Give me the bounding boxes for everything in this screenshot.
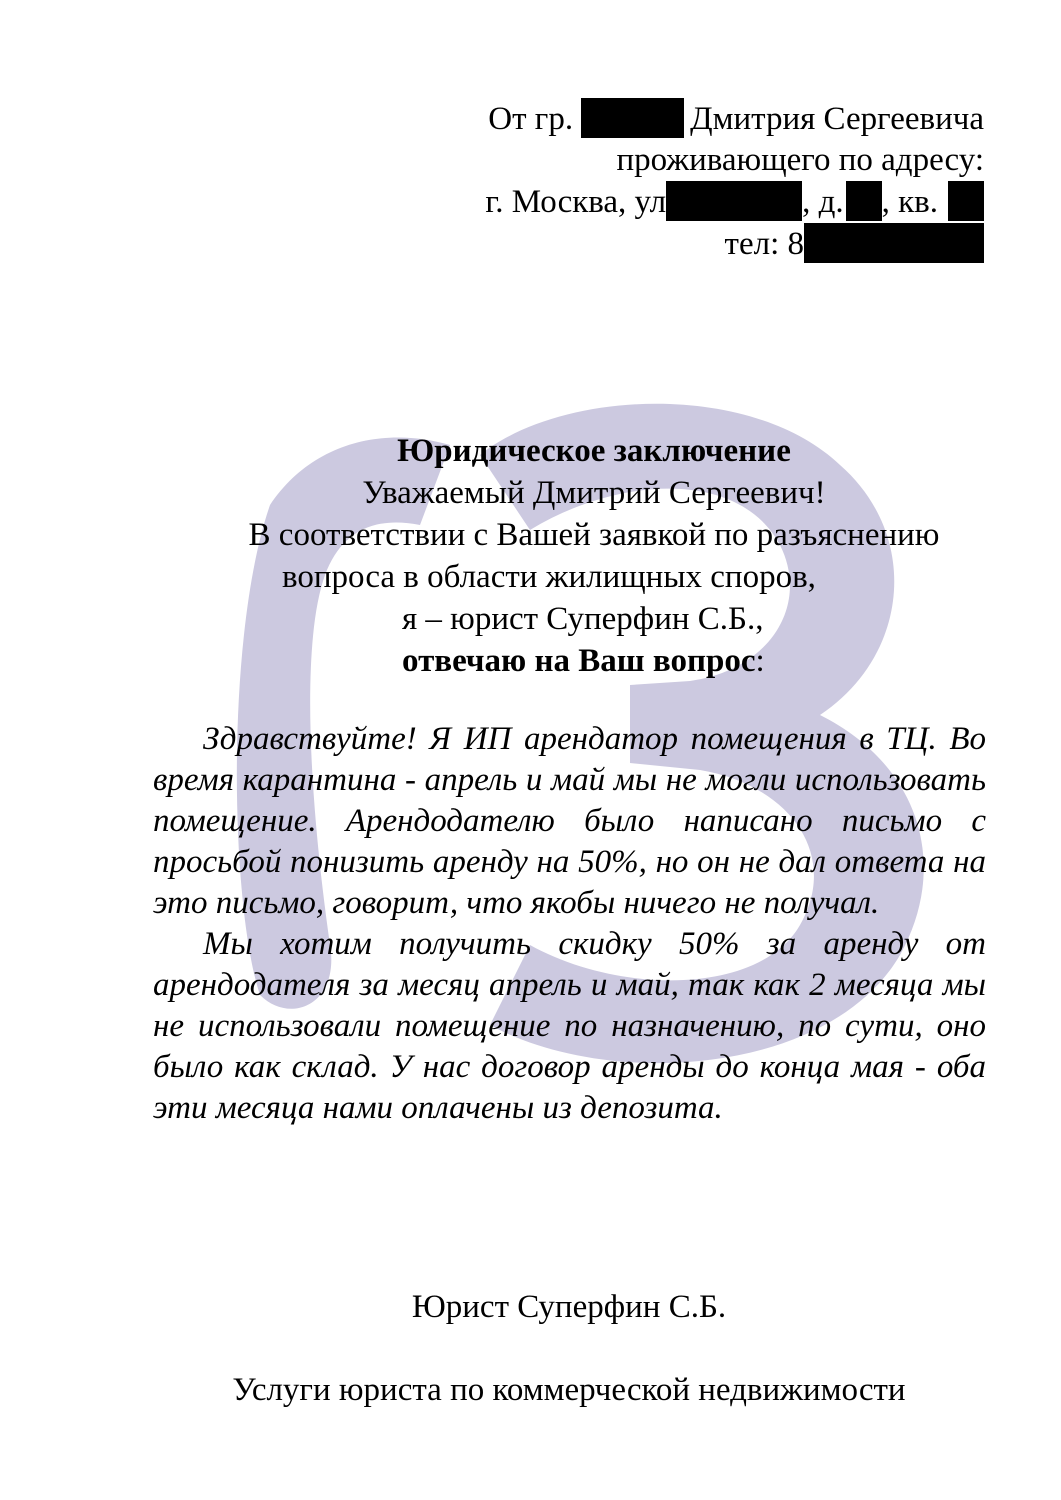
redacted-flat	[948, 181, 984, 221]
address-label: проживающего по адресу:	[616, 142, 984, 178]
title-block	[0, 430, 1061, 682]
address-house-label: , д.	[802, 184, 844, 220]
redacted-street	[666, 181, 802, 221]
address-flat-label: , кв.	[881, 184, 938, 220]
greeting: Уважаемый Дмитрий Сергеевич!	[362, 475, 826, 511]
services-line: Услуги юриста по коммерческой недвижимости	[232, 1372, 906, 1408]
answer-heading: отвечаю на Ваш вопрос	[402, 643, 756, 679]
intro-line-2: вопроса в области жилищных споров,	[282, 559, 816, 595]
sender-line	[485, 98, 984, 140]
sender-header	[485, 98, 984, 265]
answer-colon: :	[755, 643, 765, 679]
question-paragraph: Здравствуйте! Я ИП арендатор помещения в ТЦ. Во время карантина - апрель и май мы не могли использовать помещение. Арендодателю было написано письмо с просьбой понизить аренду на 50%, но он не дал ответа на это письмо, говорит, что якобы ничего не получал.	[153, 721, 986, 921]
redacted-house	[846, 181, 882, 221]
client-question	[153, 719, 986, 1129]
address-label-line	[485, 140, 984, 181]
redacted-phone	[804, 223, 984, 263]
phone-label: тел: 8	[724, 226, 804, 262]
intro-line-1: В соответствии с Вашей заявкой по разъяснению	[248, 517, 940, 553]
lawyer-signature: Юрист Суперфин С.Б.	[411, 1289, 727, 1325]
document-title: Юридическое заключение	[397, 433, 791, 469]
intro-line-4	[0, 640, 1061, 682]
phone-line	[485, 223, 984, 265]
sender-name: Дмитрия Сергеевича	[690, 101, 984, 137]
address-city: г. Москва, ул	[485, 184, 667, 220]
redacted-surname	[581, 98, 684, 138]
sender-prefix: От гр.	[488, 101, 574, 137]
intro-line-3: я – юрист Суперфин С.Б.,	[402, 601, 764, 637]
question-paragraph: Мы хотим получить скидку 50% за аренду от арендодателя за месяц апрель и май, так как 2 месяца мы не использовали помещение по назначению, по сути, оно было как склад. У нас договор аренды до конца мая - оба эти месяца нами оплачены из депозита.	[153, 926, 986, 1126]
address-line	[485, 181, 984, 223]
